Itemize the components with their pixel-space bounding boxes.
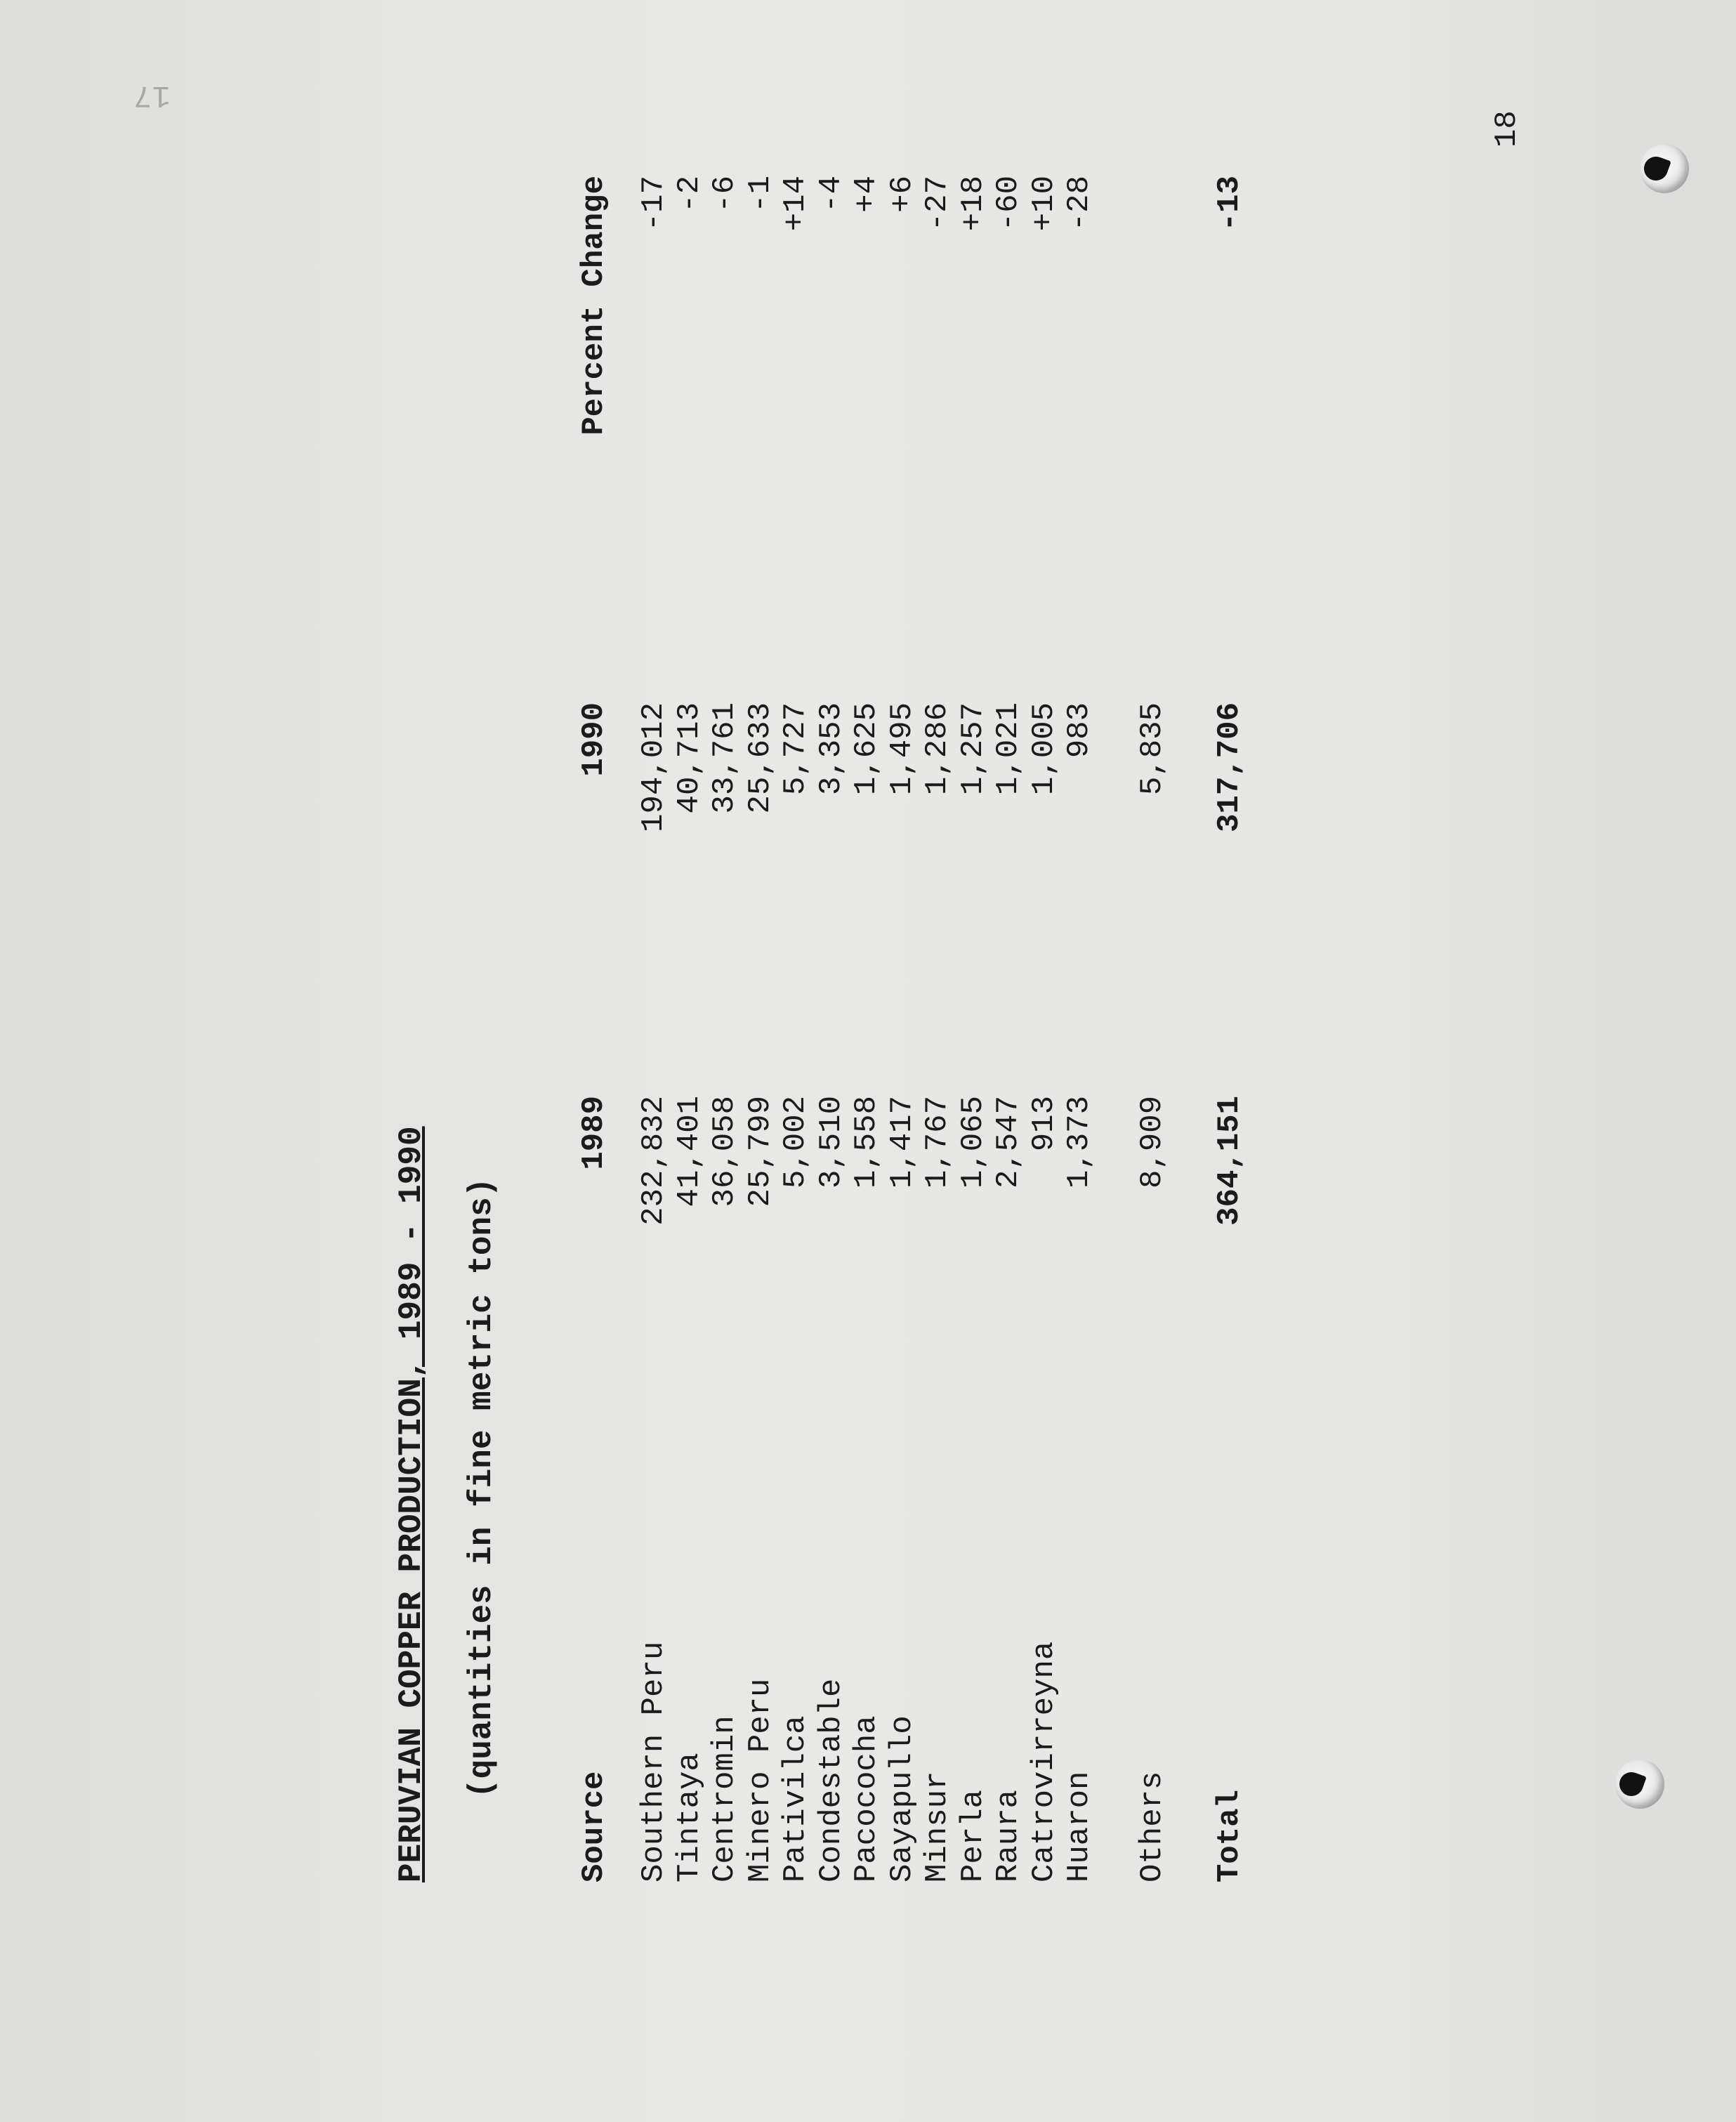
- cell-1989: 364,151: [1212, 1096, 1247, 1226]
- table-subtitle: (quantities in fine metric tons): [463, 1177, 500, 1798]
- cell-1990: 33,761: [707, 702, 742, 814]
- cell-percent-change: -1: [742, 176, 778, 213]
- cell-source: Minsur: [920, 1771, 955, 1882]
- table-row: [777, 84, 814, 1882]
- cell-source: Centromin: [707, 1715, 742, 1882]
- cell-1990: 194,012: [636, 702, 671, 832]
- table-row: [671, 84, 708, 1882]
- cell-1989: 36,058: [707, 1096, 742, 1207]
- cell-source: Raura: [991, 1789, 1026, 1882]
- cell-1990: 3,353: [813, 702, 849, 796]
- table-header-row: [576, 84, 612, 1882]
- header-source: Source: [577, 1771, 612, 1882]
- binder-hole-top: [1640, 144, 1689, 193]
- cell-percent-change: -27: [920, 176, 955, 232]
- cell-percent-change: -6: [707, 176, 742, 213]
- header-1990: 1990: [577, 702, 612, 777]
- table-row: [1061, 84, 1098, 1882]
- table-row: [955, 84, 992, 1882]
- cell-source: Condestable: [813, 1678, 849, 1882]
- table-row: [813, 84, 850, 1882]
- page-number: 18: [1490, 110, 1525, 148]
- header-1989: 1989: [577, 1096, 612, 1170]
- table-row-others: [1134, 84, 1171, 1882]
- table-row-total: [1211, 84, 1248, 1882]
- cell-source: Tintaya: [671, 1753, 707, 1882]
- cell-1989: 1,373: [1062, 1096, 1097, 1189]
- cell-1990: 1,495: [884, 702, 920, 796]
- cell-1990: 317,706: [1212, 702, 1247, 832]
- cell-1990: 1,625: [849, 702, 884, 796]
- table-title: PERUVIAN COPPER PRODUCTION, 1989 - 1990: [393, 1126, 430, 1882]
- cell-percent-change: +10: [1026, 176, 1062, 232]
- rotated-table-region: [393, 84, 1587, 1882]
- cell-1989: 1,767: [920, 1096, 955, 1189]
- cell-1990: 40,713: [671, 702, 707, 814]
- table-row: [636, 84, 672, 1882]
- cell-1990: 5,835: [1135, 702, 1170, 796]
- cell-1990: 1,005: [1026, 702, 1062, 796]
- cell-1989: 1,065: [955, 1096, 991, 1189]
- cell-1989: 3,510: [813, 1096, 849, 1189]
- cell-1989: 2,547: [991, 1096, 1026, 1189]
- cell-source: Minero Peru: [742, 1678, 778, 1882]
- table-row: [919, 84, 956, 1882]
- table-row: [884, 84, 921, 1882]
- table-row: [990, 84, 1027, 1882]
- cell-source: Pacococha: [849, 1715, 884, 1882]
- cell-1989: 913: [1026, 1096, 1062, 1152]
- cell-1990: 1,286: [920, 702, 955, 796]
- cell-percent-change: -2: [671, 176, 707, 213]
- cell-1990: 25,633: [742, 702, 778, 814]
- cell-1989: 1,417: [884, 1096, 920, 1189]
- cell-1989: 8,909: [1135, 1096, 1170, 1189]
- cell-percent-change: -60: [991, 176, 1026, 232]
- cell-percent-change: -17: [636, 176, 671, 232]
- cell-source: Pativilca: [778, 1715, 813, 1882]
- faint-prior-page-number: 17: [133, 77, 171, 112]
- cell-1989: 1,558: [849, 1096, 884, 1189]
- cell-percent-change: -4: [813, 176, 849, 213]
- cell-percent-change: -28: [1062, 176, 1097, 232]
- cell-source: Huaron: [1062, 1771, 1097, 1882]
- cell-source: Southern Peru: [636, 1641, 671, 1882]
- cell-source: Sayapullo: [884, 1715, 920, 1882]
- header-percent-change: Percent Change: [577, 176, 612, 435]
- cell-percent-change: +18: [955, 176, 991, 232]
- cell-source: Perla: [955, 1789, 991, 1882]
- cell-percent-change: +6: [884, 176, 920, 213]
- cell-percent-change: +4: [849, 176, 884, 213]
- cell-percent-change: -13: [1212, 176, 1247, 232]
- cell-source: Others: [1135, 1771, 1170, 1882]
- cell-1989: 41,401: [671, 1096, 707, 1207]
- cell-source: Catrovirreyna: [1026, 1641, 1062, 1882]
- cell-1990: 1,021: [991, 702, 1026, 796]
- table-row: [848, 84, 885, 1882]
- cell-1990: 5,727: [778, 702, 813, 796]
- cell-1989: 232,832: [636, 1096, 671, 1226]
- table-row: [706, 84, 743, 1882]
- table-row: [1026, 84, 1063, 1882]
- cell-percent-change: +14: [778, 176, 813, 232]
- cell-1990: 983: [1062, 702, 1097, 759]
- binder-hole-bottom: [1615, 1760, 1664, 1809]
- table-row: [742, 84, 779, 1882]
- cell-1990: 1,257: [955, 702, 991, 796]
- cell-1989: 25,799: [742, 1096, 778, 1207]
- cell-1989: 5,002: [778, 1096, 813, 1189]
- cell-source: Total: [1212, 1789, 1247, 1882]
